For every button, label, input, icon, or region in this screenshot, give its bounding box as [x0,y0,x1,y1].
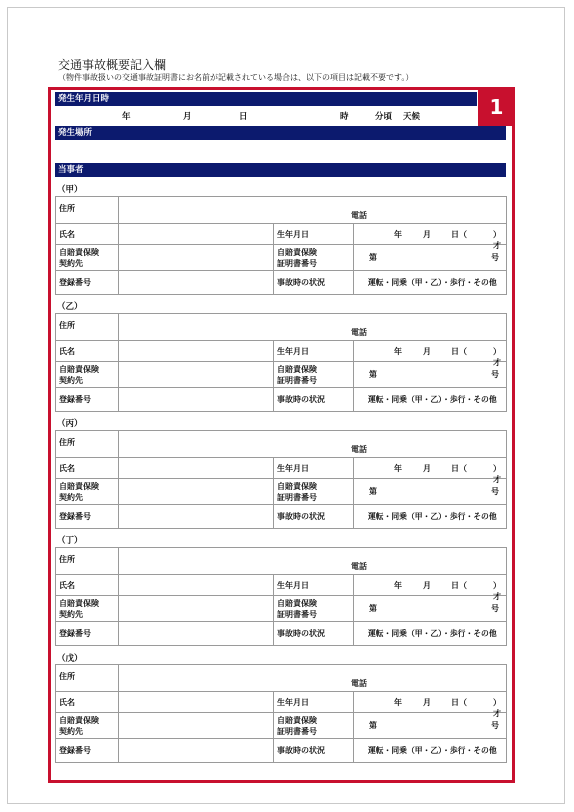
birthdate-field[interactable] [354,458,507,484]
situation-options[interactable]: 運転・同乗（甲・乙）・歩行・その他 [354,622,507,646]
dob-age-label: ）才 [493,346,501,367]
cert-prefix: 第 [369,487,377,496]
address-field[interactable] [119,314,507,341]
name-label: 氏名 [56,692,119,713]
dob-year-label: 年 [394,697,402,707]
party-label-0: （甲） [57,185,83,195]
address-field[interactable] [119,548,507,575]
insurer-label [56,245,119,271]
party-label-2: （丙） [57,419,83,429]
insurer-label-line2: 契約先 [59,726,83,736]
insurer-field[interactable] [119,596,274,622]
birthdate-label: 生年月日 [274,341,354,362]
insurer-label-line2: 契約先 [59,492,83,502]
party-table-3 [55,547,507,646]
birthdate-field[interactable] [354,224,507,250]
cert-label [274,479,354,505]
insurer-label [56,479,119,505]
address-field[interactable] [119,431,507,458]
cert-label-line1: 自賠責保険 [277,715,317,725]
party-table-1 [55,313,507,412]
birthdate-label: 生年月日 [274,575,354,596]
registration-field[interactable] [119,505,274,529]
dob-day-label: 日（ [451,229,467,239]
dob-month-label: 月 [423,346,431,356]
insurer-label [56,596,119,622]
dob-month-label: 月 [423,229,431,239]
situation-label: 事故時の状況 [274,505,354,529]
situation-options[interactable]: 運転・同乗（甲・乙）・歩行・その他 [354,505,507,529]
cert-prefix: 第 [369,253,377,262]
dob-day-label: 日（ [451,697,467,707]
address-field[interactable] [119,665,507,692]
name-field[interactable] [119,575,274,596]
registration-field[interactable] [119,271,274,295]
insurer-label-line1: 自賠責保険 [59,598,99,608]
phone-label: 電話 [351,562,367,571]
registration-field[interactable] [119,739,274,763]
name-label: 氏名 [56,224,119,245]
birthdate-label: 生年月日 [274,458,354,479]
registration-label: 登録番号 [56,505,119,529]
party-table-2 [55,430,507,529]
dob-day-label: 日（ [451,346,467,356]
address-label: 住所 [56,197,119,224]
party-label-4: （戊） [57,654,83,664]
party-label-3: （丁） [57,536,83,546]
address-label: 住所 [56,548,119,575]
cert-label [274,596,354,622]
cert-suffix: 号 [491,604,499,613]
birthdate-label: 生年月日 [274,692,354,713]
insurer-label-line1: 自賠責保険 [59,715,99,725]
name-field[interactable] [119,224,274,245]
cert-label-line1: 自賠責保険 [277,481,317,491]
cert-label-line2: 証明書番号 [277,726,317,736]
insurer-label-line1: 自賠責保険 [59,247,99,257]
insurer-label-line2: 契約先 [59,258,83,268]
cert-prefix: 第 [369,604,377,613]
party-label-1: （乙） [57,302,83,312]
address-field[interactable] [119,197,507,224]
dob-month-label: 月 [423,697,431,707]
situation-options[interactable]: 運転・同乗（甲・乙）・歩行・その他 [354,739,507,763]
cert-label [274,245,354,271]
cert-suffix: 号 [491,370,499,379]
cert-label-line2: 証明書番号 [277,258,317,268]
form-note: （物件事故扱いの交通事故証明書にお名前が記載されている場合は、以下の項目は記載不要です。） [58,73,414,82]
datetime-hour: 時 [340,112,349,122]
birthdate-field[interactable] [354,575,507,601]
cert-label-line2: 証明書番号 [277,609,317,619]
insurer-label-line2: 契約先 [59,609,83,619]
form-title: 交通事故概要記入欄 [58,58,167,72]
datetime-weather: 天候 [403,112,421,122]
insurer-label-line1: 自賠責保険 [59,481,99,491]
datetime-month: 月 [183,112,192,122]
cert-label [274,713,354,739]
situation-label: 事故時の状況 [274,739,354,763]
birthdate-field[interactable] [354,341,507,367]
dob-year-label: 年 [394,229,402,239]
dob-age-label: ）才 [493,697,501,718]
registration-field[interactable] [119,622,274,646]
dob-year-label: 年 [394,463,402,473]
party-table-0 [55,196,507,295]
cert-prefix: 第 [369,370,377,379]
situation-options[interactable]: 運転・同乗（甲・乙）・歩行・その他 [354,271,507,295]
cert-label [274,362,354,388]
cert-suffix: 号 [491,487,499,496]
registration-field[interactable] [119,388,274,412]
insurer-label [56,713,119,739]
registration-label: 登録番号 [56,271,119,295]
address-label: 住所 [56,314,119,341]
datetime-day: 日 [239,112,248,122]
cert-field[interactable] [354,245,507,271]
insurer-field[interactable] [119,479,274,505]
cert-label-line2: 証明書番号 [277,375,317,385]
insurer-label [56,362,119,388]
cert-field[interactable] [354,596,507,622]
cert-field[interactable] [354,362,507,388]
section-bar-datetime: 発生年月日時 [55,92,477,106]
dob-age-label: ）才 [493,463,501,484]
registration-label: 登録番号 [56,622,119,646]
phone-label: 電話 [351,679,367,688]
registration-label: 登録番号 [56,739,119,763]
cert-suffix: 号 [491,253,499,262]
dob-year-label: 年 [394,580,402,590]
cert-field[interactable] [354,713,507,739]
section-bar-parties: 当事者 [55,163,506,177]
party-table-4 [55,664,507,763]
situation-options[interactable]: 運転・同乗（甲・乙）・歩行・その他 [354,388,507,412]
cert-label-line1: 自賠責保険 [277,364,317,374]
cert-suffix: 号 [491,721,499,730]
insurer-label-line2: 契約先 [59,375,83,385]
phone-label: 電話 [351,211,367,220]
birthdate-label: 生年月日 [274,224,354,245]
dob-month-label: 月 [423,463,431,473]
cert-label-line1: 自賠責保険 [277,247,317,257]
dob-year-label: 年 [394,346,402,356]
name-label: 氏名 [56,341,119,362]
dob-age-label: ）才 [493,229,501,250]
situation-label: 事故時の状況 [274,622,354,646]
name-field[interactable] [119,692,274,713]
name-field[interactable] [119,341,274,362]
dob-month-label: 月 [423,580,431,590]
address-label: 住所 [56,431,119,458]
situation-label: 事故時の状況 [274,271,354,295]
address-label: 住所 [56,665,119,692]
situation-label: 事故時の状況 [274,388,354,412]
cert-label-line2: 証明書番号 [277,492,317,502]
insurer-field[interactable] [119,362,274,388]
dob-age-label: ）才 [493,580,501,601]
dob-day-label: 日（ [451,463,467,473]
phone-label: 電話 [351,445,367,454]
name-field[interactable] [119,458,274,479]
cert-prefix: 第 [369,721,377,730]
datetime-year: 年 [122,112,131,122]
insurer-field[interactable] [119,713,274,739]
insurer-label-line1: 自賠責保険 [59,364,99,374]
name-label: 氏名 [56,575,119,596]
cert-label-line1: 自賠責保険 [277,598,317,608]
name-label: 氏名 [56,458,119,479]
insurer-field[interactable] [119,245,274,271]
registration-label: 登録番号 [56,388,119,412]
datetime-minute: 分頃 [375,112,393,122]
cert-field[interactable] [354,479,507,505]
step-badge: 1 [478,87,515,126]
phone-label: 電話 [351,328,367,337]
section-bar-place: 発生場所 [55,126,506,140]
dob-day-label: 日（ [451,580,467,590]
birthdate-field[interactable] [354,692,507,718]
